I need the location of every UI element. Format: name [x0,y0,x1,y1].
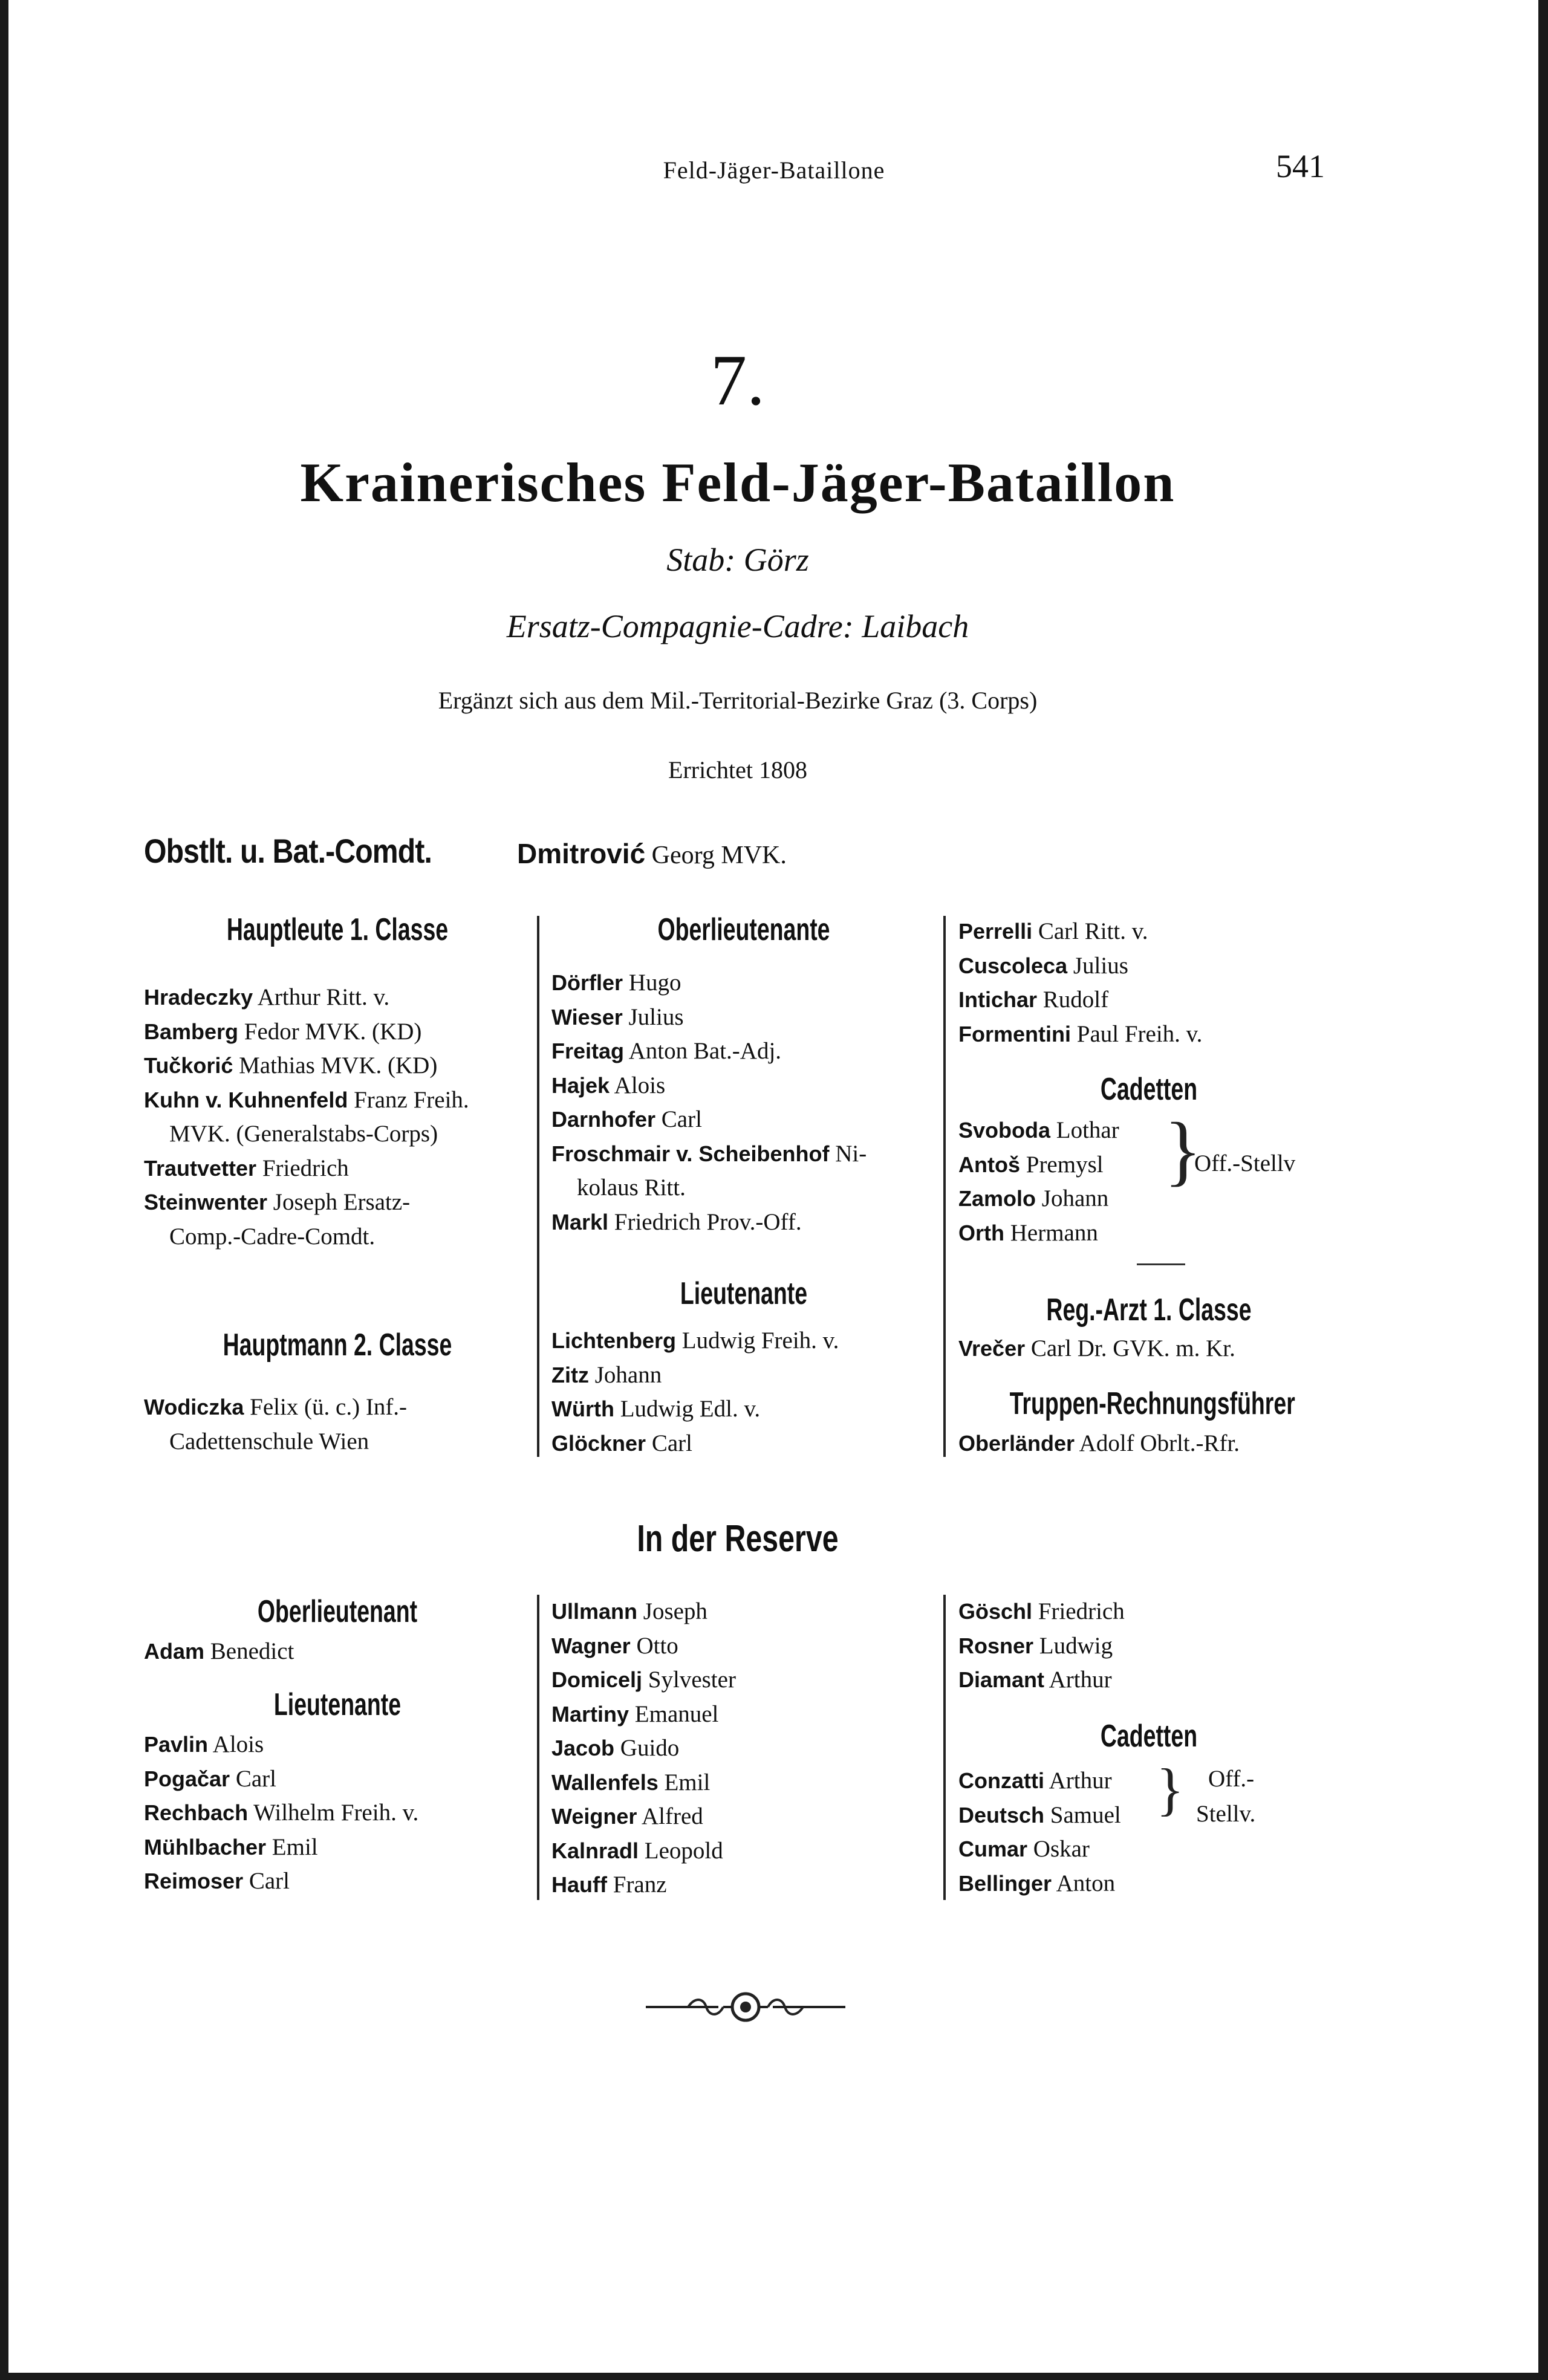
brace-icon: } [1164,1107,1202,1194]
list-reserve-cadetten [958,1764,1121,1901]
brace-icon: } [1156,1757,1185,1821]
stab-line: Stab: Görz [666,542,809,578]
list-reserve-col3 [958,1595,1125,1697]
list-item: Vrečer Carl Dr. GVK. m. Kr. [958,1335,1235,1361]
list-item: Reimoser Carl [144,1868,290,1894]
list-item: Würth Ludwig Edl. v. [551,1396,761,1422]
reserve-divider-1 [537,1595,539,1900]
cadetten-note: Off.-Stellv [1194,1150,1296,1176]
list-item: Froschmair v. Scheibenhof Ni- [551,1140,867,1167]
list-item: Rosner Ludwig [958,1632,1113,1659]
ersatz-line: Ersatz-Compagnie-Cadre: Laibach [506,608,969,644]
commander-name [517,837,787,870]
list-item: Cumar Oskar [958,1836,1090,1862]
list-item: Intichar Rudolf [958,987,1109,1013]
list-item: Antoš Premysl [958,1151,1104,1178]
list-reg-arzt [958,1332,1235,1366]
heading-reserve-lieutenante: Lieutenante [273,1687,402,1722]
list-item: Lichtenberg Ludwig Freih. v. [551,1328,839,1354]
scan-border-right [1538,0,1548,2380]
list-item: Mühlbacher Emil [144,1834,318,1860]
heading-cadetten: Cadetten [1100,1072,1198,1107]
list-item: Tučkorić Mathias MVK. (KD) [144,1052,438,1078]
list-item: Adam Benedict [144,1638,294,1664]
commander-surname: Dmitrović [517,838,646,869]
list-item: Göschl Friedrich [958,1598,1125,1624]
list-item: Ullmann Joseph [551,1598,707,1624]
list-item: Hajek Alois [551,1072,666,1098]
list-reserve-oberlieutenant [144,1635,294,1669]
heading-truppen: Truppen-Rechnungsführer [1009,1386,1295,1421]
list-item: Hradeczky Arthur Ritt. v. [144,984,390,1010]
list-item: Kalnradl Leopold [551,1837,723,1864]
list-item: Wodiczka Felix (ü. c.) Inf.- [144,1394,408,1420]
list-reserve-lieutenante [144,1728,418,1899]
list-cadetten [958,1114,1119,1250]
list-item: Wieser Julius [551,1004,684,1030]
list-item: Darnhofer Carl [551,1106,702,1132]
list-item: Kuhn v. Kuhnenfeld Franz Freih. [144,1086,469,1113]
commander-label: Obstlt. u. Bat.-Comdt. [144,832,432,870]
list-item: Weigner Alfred [551,1803,703,1829]
reserve-cadetten-note-1: Off.- [1208,1766,1255,1792]
list-oberlieutenante [551,966,867,1239]
list-item: Bamberg Fedor MVK. (KD) [144,1018,422,1045]
list-item: Bellinger Anton [958,1870,1116,1896]
list-item: Pavlin Alois [144,1731,264,1757]
reserve-cadetten-note-2: Stellv. [1196,1801,1256,1827]
heading-reserve-oberlieutenant: Oberlieutenant [257,1594,418,1629]
list-item: Formentini Paul Freih. v. [958,1020,1203,1047]
list-hauptleute [144,981,469,1254]
list-oberlieutenante-cont [958,915,1202,1051]
list-item: Diamant Arthur [958,1667,1112,1693]
erganzt-line: Ergänzt sich aus dem Mil.-Territorial-Bezirke Graz (3. Corps) [438,687,1038,714]
list-item: Perrelli Carl Ritt. v. [958,918,1148,944]
heading-reg-arzt: Reg.-Arzt 1. Classe [1046,1292,1252,1328]
list-item: Wagner Otto [551,1632,678,1659]
heading-oberlieutenante: Oberlieutenante [657,912,830,947]
list-item: Jacob Guido [551,1735,680,1761]
unit-number: 7. [711,340,765,420]
running-head: Feld-Jäger-Bataillone [663,157,885,184]
list-item: Domicelj Sylvester [551,1667,736,1693]
separator-rule [1137,1263,1185,1265]
heading-lieutenante: Lieutenante [680,1276,808,1311]
list-item: Conzatti Arthur [958,1768,1112,1794]
list-item: Svoboda Lothar [958,1117,1119,1143]
list-item: Cadettenschule Wien [169,1428,369,1454]
page-number: 541 [1276,148,1325,184]
list-item: Glöckner Carl [551,1430,692,1456]
list-reserve-col2 [551,1595,736,1902]
list-item: Pogačar Carl [144,1765,276,1792]
list-item: Orth Hermann [958,1219,1098,1246]
list-item: Cuscoleca Julius [958,952,1128,979]
column-divider-2 [943,916,946,1457]
list-item: Oberländer Adolf Obrlt.-Rfr. [958,1430,1240,1456]
list-item: kolaus Ritt. [577,1175,686,1201]
list-item: Rechbach Wilhelm Freih. v. [144,1800,419,1826]
heading-hauptleute: Hauptleute 1. Classe [226,912,449,947]
reserve-divider-2 [943,1595,946,1900]
list-item: Zitz Johann [551,1361,662,1388]
scan-border-bottom [0,2373,1548,2380]
list-item: Steinwenter Joseph Ersatz- [144,1189,411,1215]
ornament-icon [646,1989,845,2025]
list-item: Dörfler Hugo [551,970,681,996]
commander-details: Georg MVK. [645,841,787,869]
list-hauptmann [144,1390,407,1459]
page-title: Krainerisches Feld-Jäger-Bataillon [300,452,1176,513]
list-lieutenante [551,1324,839,1461]
heading-reserve-cadetten: Cadetten [1100,1719,1198,1754]
list-item: Markl Friedrich Prov.-Off. [551,1208,802,1235]
errichtet-line: Errichtet 1808 [668,756,807,783]
list-item: Martiny Emanuel [551,1701,719,1727]
list-item: MVK. (Generalstabs-Corps) [169,1121,438,1147]
list-item: Trautvetter Friedrich [144,1155,349,1181]
list-item: Hauff Franz [551,1872,667,1898]
list-item: Comp.-Cadre-Comdt. [169,1223,376,1250]
heading-hauptmann: Hauptmann 2. Classe [223,1328,452,1363]
list-item: Freitag Anton Bat.-Adj. [551,1038,782,1064]
list-item: Deutsch Samuel [958,1801,1121,1828]
list-truppen [958,1427,1240,1461]
reserve-title: In der Reserve [637,1518,839,1560]
list-item: Zamolo Johann [958,1185,1109,1211]
list-item: Wallenfels Emil [551,1769,711,1795]
column-divider-1 [537,916,539,1457]
